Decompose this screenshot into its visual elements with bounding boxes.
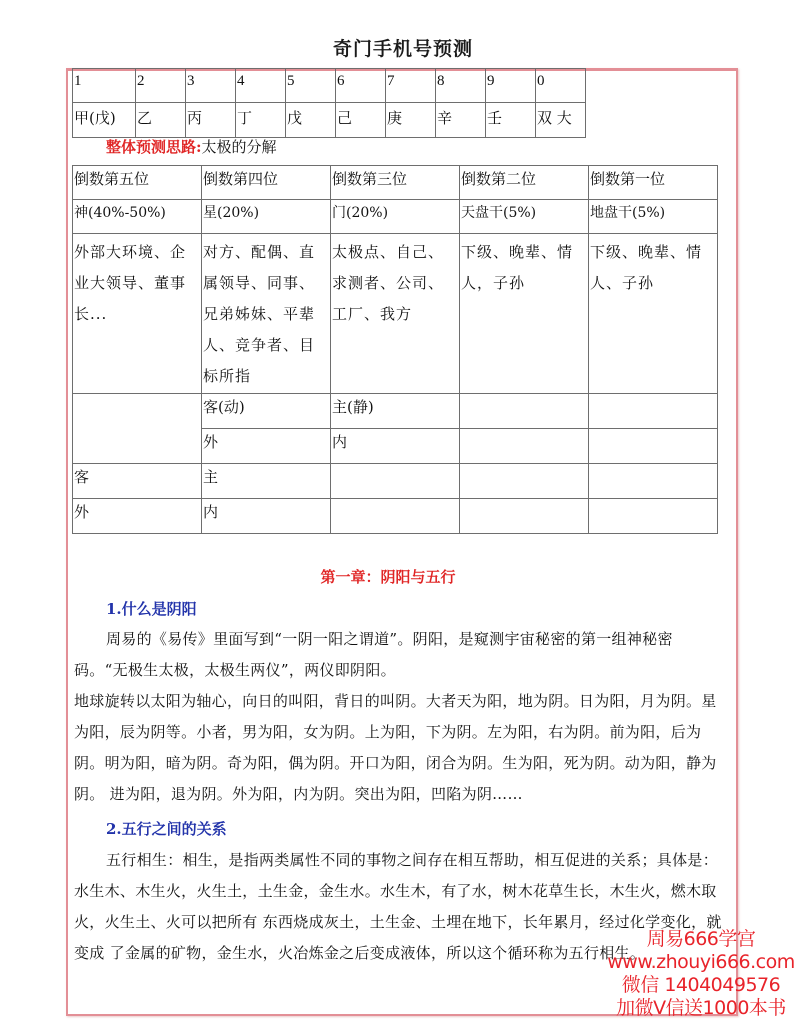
watermark-line: 加微V信送1000本书 <box>616 997 786 1019</box>
overall-idea-text: 太极的分解 <box>201 138 277 156</box>
cell: 外 <box>73 499 202 534</box>
digit-stem-table <box>72 68 586 138</box>
cell: 客(动) <box>202 394 331 429</box>
digit-cell: 0 <box>536 69 586 103</box>
watermark-line: 微信 1404049576 <box>621 974 781 996</box>
digit-cell: 4 <box>236 69 286 103</box>
header-row <box>73 166 718 200</box>
stem-cell: 甲(戊) <box>73 103 136 138</box>
digit-cell: 9 <box>486 69 536 103</box>
stem-cell: 壬 <box>486 103 536 138</box>
paragraph-yinyang-examples: 地球旋转以太阳为轴心，向日的叫阳，背日的叫阴。大者天为阳，地为阴。日为阳，月为阴。星为阳，辰为阴等。小者，男为阳，女为阴。上为阳，下为阴。左为阳，右为阴。前为阳，后为阴。明为阳，暗为阴。奇为阳，偶为阴。开口为阳，闭合为阴。生为阳，死为阴。动为阳，静为阴。 进为阳，退为阴。外为阳，内为阴。突出为阳，凹陷为阴…… <box>74 692 717 803</box>
stem-cell: 乙 <box>136 103 186 138</box>
digit-cell: 7 <box>386 69 436 103</box>
merged-empty-cell <box>73 394 202 464</box>
guest-host-row <box>73 394 718 429</box>
digit-cell: 2 <box>136 69 186 103</box>
palace-cell: 地盘干(5%) <box>589 200 718 234</box>
watermark <box>596 928 806 1020</box>
overall-idea-line <box>106 136 277 157</box>
cell: 主(静) <box>331 394 460 429</box>
header-cell: 倒数第四位 <box>202 166 331 200</box>
cell <box>589 394 718 429</box>
cell <box>589 429 718 464</box>
chapter-title: 第一章：阴阳与五行 <box>320 568 456 586</box>
palace-cell: 天盘干(5%) <box>460 200 589 234</box>
header-cell: 倒数第二位 <box>460 166 589 200</box>
paragraph-wuxing-generation: 五行相生：相生，是指两类属性不同的事物之间存在相互帮助，相互促进的关系；具体是：水生木、木生火，火生土，土生金，金生水。水生木，有了水，树木花草生长，木生火，燃木取火，火生土、火可以把所有 东西烧成灰土，土生金、土埋在地下，长年累月，经过化学变化，就变成 了金属的矿物，金生水，火冶炼金之后变成液体，所以这个循环称为五行相生。 <box>74 851 722 962</box>
digit-cell: 6 <box>336 69 386 103</box>
description-cell: 对方、配偶、直属领导、同事、兄弟姊妹、平辈人、竞争者、目标所指 <box>202 234 331 394</box>
digit-cell: 8 <box>436 69 486 103</box>
document-title: 奇门手机号预测 <box>332 38 473 60</box>
cell <box>589 499 718 534</box>
digit-cell: 1 <box>73 69 136 103</box>
palace-cell: 门(20%) <box>331 200 460 234</box>
cell: 客 <box>73 464 202 499</box>
cell: 内 <box>331 429 460 464</box>
description-cell: 下级、晚辈、情人、子孙 <box>589 234 718 394</box>
digit-row <box>73 69 586 103</box>
position-table <box>72 165 718 534</box>
overall-idea-label: 整体预测思路: <box>106 138 202 156</box>
digit-cell: 5 <box>286 69 336 103</box>
header-cell: 倒数第三位 <box>331 166 460 200</box>
stem-row <box>73 103 586 138</box>
header-cell: 倒数第一位 <box>589 166 718 200</box>
cell <box>460 464 589 499</box>
stem-cell: 辛 <box>436 103 486 138</box>
watermark-url: www.zhouyi666.com <box>607 951 795 973</box>
stem-cell: 戊 <box>286 103 336 138</box>
stem-cell: 丙 <box>186 103 236 138</box>
palace-row <box>73 200 718 234</box>
description-cell: 下级、晚辈、情人，子孙 <box>460 234 589 394</box>
guest-row <box>73 464 718 499</box>
cell <box>331 499 460 534</box>
paragraph-yijing: 周易的《易传》里面写到“一阴一阳之谓道”。阴阳，是窥测宇宙秘密的第一组神秘密码。“无极生太极，太极生两仪”，两仪即阴阳。 <box>74 630 673 679</box>
cell: 外 <box>202 429 331 464</box>
palace-cell: 神(40%-50%) <box>73 200 202 234</box>
section-heading-wuxing: 2.五行之间的关系 <box>106 820 227 838</box>
section-heading-yinyang: 1.什么是阴阳 <box>106 600 197 618</box>
description-cell: 外部大环境、企业大领导、董事长... <box>73 234 202 394</box>
stem-cell: 己 <box>336 103 386 138</box>
outer-row <box>73 499 718 534</box>
stem-cell: 庚 <box>386 103 436 138</box>
cell: 内 <box>202 499 331 534</box>
cell <box>460 429 589 464</box>
digit-cell: 3 <box>186 69 236 103</box>
palace-cell: 星(20%) <box>202 200 331 234</box>
watermark-line: 周易666学宫 <box>646 928 756 950</box>
header-cell: 倒数第五位 <box>73 166 202 200</box>
cell <box>589 464 718 499</box>
cell: 主 <box>202 464 331 499</box>
cell <box>331 464 460 499</box>
stem-cell: 丁 <box>236 103 286 138</box>
description-row <box>73 234 718 394</box>
cell <box>460 499 589 534</box>
stem-cell: 双 大 <box>536 103 586 138</box>
cell <box>460 394 589 429</box>
description-cell: 太极点、自己、求测者、公司、工厂、我方 <box>331 234 460 394</box>
